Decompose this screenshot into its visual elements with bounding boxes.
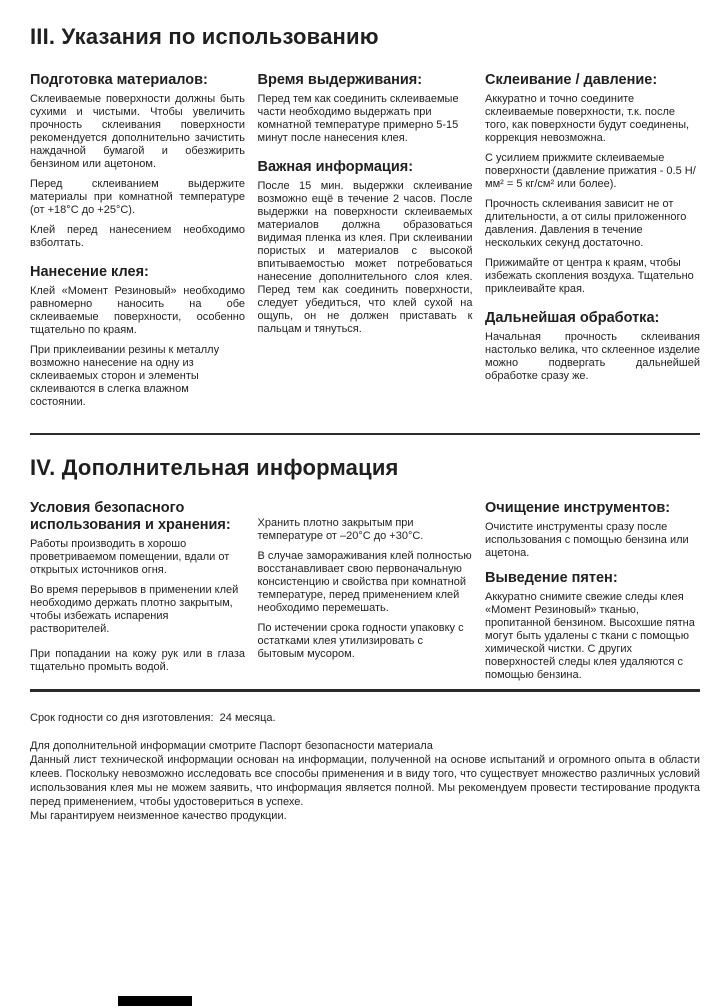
section-3-column-2 bbox=[258, 72, 473, 336]
section-4-column-2 bbox=[258, 500, 473, 661]
heading-holding-time: Время выдерживания: bbox=[257, 72, 423, 88]
paragraph: При приклеивании резины к металлу возможно нанесение на одну из склеиваемых сторон и элементы склеиваются в слегка влажном состоянии. bbox=[30, 344, 220, 408]
safety-passport-line: Для дополнительной информации смотрите Паспорт безопасности материала bbox=[30, 740, 433, 752]
paragraph: В случае замораживания клей полностью восстанавливает свою первоначальную консистенцию и свойства при комнатной температуре, перед применением клей необходимо перемешать. bbox=[257, 550, 472, 614]
heading-further-processing: Дальнейшая обработка: bbox=[485, 310, 660, 326]
paragraph: Начальная прочность склеивания настолько велика, что склеенное изделие можно подвергать дальнейшей обработке сразу же. bbox=[485, 331, 700, 382]
paragraph: Прочность склеивания зависит не от длительности, а от силы приложенного давления. Давления в течение нескольких секунд достаточно. bbox=[485, 198, 687, 249]
paragraph: Склеиваемые поверхности должны быть сухими и чистыми. Чтобы увеличить прочность склеивания поверхности рекомендуется дополнительно зачистить наждачной бумагой и обезжирить бензином или ацетоном. bbox=[30, 93, 245, 170]
paragraph: Перед тем как соединить склеиваемые части необходимо выдержать при комнатной температуре примерно 5-15 минут после нанесения клея. bbox=[257, 93, 459, 144]
section-4-column-3 bbox=[485, 500, 700, 682]
paragraph: Во время перерывов в применении клей необходимо держать плотно закрытым, чтобы избежать испарения растворителей. bbox=[30, 584, 239, 635]
heading-glue-application: Нанесение клея: bbox=[30, 264, 149, 280]
section-3-columns bbox=[30, 72, 700, 409]
heading-important-info: Важная информация: bbox=[257, 159, 414, 175]
heading-stain-removal: Выведение пятен: bbox=[485, 570, 618, 586]
section-4-title: IV. Дополнительная информация bbox=[30, 455, 399, 480]
paragraph: Работы производить в хорошо проветриваемом помещении, вдали от открытых источников огня. bbox=[30, 538, 230, 576]
heading-material-preparation: Подготовка материалов: bbox=[30, 72, 208, 88]
footer-divider-rule bbox=[30, 689, 700, 692]
section-3-column-1 bbox=[30, 72, 245, 409]
heading-safe-use-storage: Условия безопасного использования и хранения: bbox=[30, 500, 231, 533]
shelf-life-line: Срок годности со дня изготовления: 24 месяца. bbox=[30, 712, 276, 724]
paragraph: После 15 мин. выдержки склеивание возможно ещё в течение 2 часов. После выдержки на поверхности склеиваемых материалов должна образоваться видимая пленка из клея. При склеивании пористых и материалов с высокой впитываемостью может потребоваться нанесение дополнительного слоя клея. Перед тем как соединить поверхности, следует убедиться, что клей сухой на ощупь, он не должен приставать к пальцам и тянуться. bbox=[257, 180, 473, 335]
section-3-column-3 bbox=[485, 72, 700, 383]
section-divider-rule bbox=[30, 433, 700, 435]
section-3-title: III. Указания по использованию bbox=[30, 24, 379, 49]
heading-bonding-pressure: Склеивание / давление: bbox=[485, 72, 658, 88]
disclaimer-paragraph: Данный лист технической информации основан на информации, полученной на основе испытаний и огромного опыта в области клеев. Поскольку невозможно исследовать все способы применения и в виду того, что существует множество различных условий использования клея мы не можем заявить, что информация является полной. Мы рекомендуем провести тестирование продукта перед применением, чтобы удостовериться в успехе. bbox=[30, 754, 700, 808]
section-4-column-1 bbox=[30, 500, 245, 674]
paragraph: Аккуратно и точно соедините склеиваемые поверхности, т.к. после того, как поверхности будут соединены, коррекция невозможна. bbox=[485, 93, 690, 144]
paragraph: Перед склеиванием выдержите материалы при комнатной температуре (от +18°С до +25°С). bbox=[30, 178, 245, 216]
footer-block bbox=[30, 711, 700, 823]
paragraph: Клей «Момент Резиновый» необходимо равномерно наносить на обе склеиваемые поверхности, особенно тщательно по краям. bbox=[30, 285, 245, 336]
heading-tool-cleaning: Очищение инструментов: bbox=[485, 500, 671, 516]
paragraph: Очистите инструменты сразу после использования с помощью бензина или ацетона. bbox=[485, 521, 689, 559]
paragraph: С усилием прижмите склеиваемые поверхности (давление прижатия - 0.5 Н/мм² = 5 кг/см² или более). bbox=[485, 152, 696, 190]
paragraph: При попадании на кожу рук или в глаза тщательно промыть водой. bbox=[30, 648, 245, 673]
paragraph: Клей перед нанесением необходимо взболтать. bbox=[30, 224, 245, 249]
quality-guarantee-line: Мы гарантируем неизменное качество продукции. bbox=[30, 810, 287, 822]
paragraph: Прижимайте от центра к краям, чтобы избежать скопления воздуха. Тщательно приклеивайте края. bbox=[485, 257, 694, 295]
footer-mark-bar bbox=[118, 996, 192, 1006]
paragraph: Аккуратно снимите свежие следы клея «Момент Резиновый» тканью, пропитанной бензином. Высохшие пятна могут быть удалены с ткани с помощью химической чистки. С других поверхностей следы клея удаляются с помощью бензина. bbox=[485, 591, 695, 681]
paragraph: По истечении срока годности упаковку с остатками клея утилизировать с бытовым мусором. bbox=[257, 622, 464, 660]
paragraph: Хранить плотно закрытым при температуре от –20°С до +30°С. bbox=[257, 517, 424, 542]
section-4-columns bbox=[30, 500, 700, 682]
